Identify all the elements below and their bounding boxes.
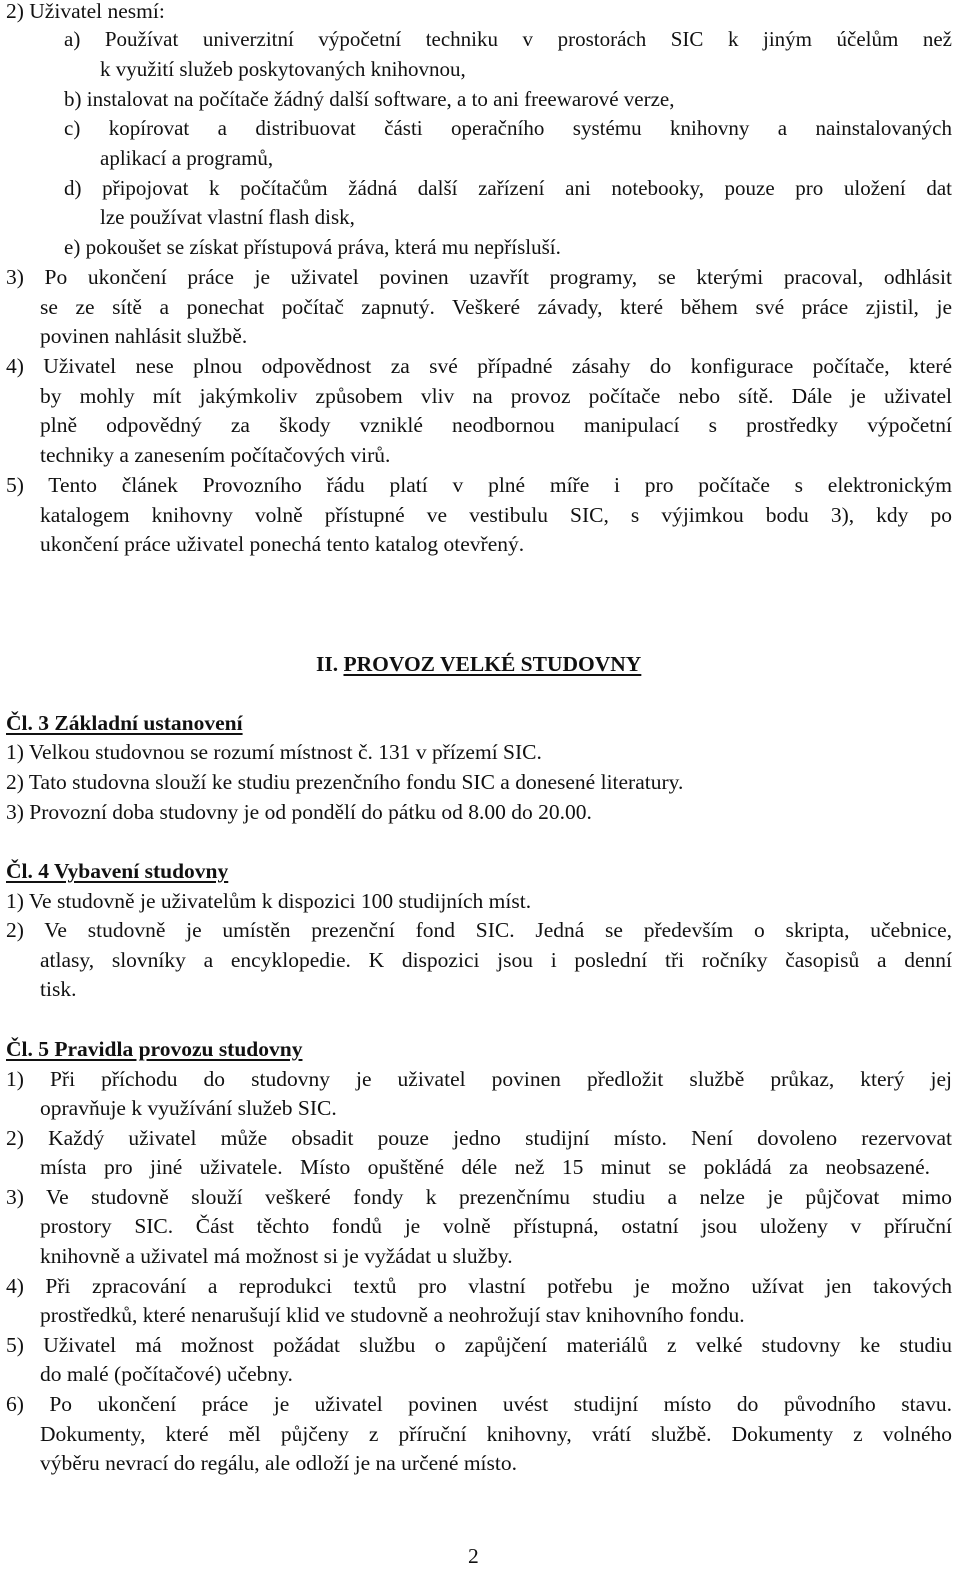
text-line: k využití služeb poskytovaných knihovnou, — [100, 57, 466, 81]
text-line: opravňuje k využívání služeb SIC. — [40, 1096, 337, 1120]
list-item-a: a) Používat univerzitní výpočetní techniku v prostorách SIC k jiným účelům než — [64, 27, 952, 51]
text-line: 2) Uživatel nesmí: — [6, 0, 165, 23]
text-line: katalogem knihovny volně přístupné ve vestibulu SIC, s výjimkou bodu 3), kdy po — [40, 503, 952, 527]
text-line: 1) Ve studovně je uživatelům k dispozici 100 studijních míst. — [6, 889, 532, 913]
list-item-b: b) instalovat na počítače žádný další software, a to ani freewarové verze, — [64, 87, 675, 111]
text-line: do malé (počítačové) učebny. — [40, 1362, 293, 1386]
text-line: 3) Po ukončení práce je uživatel povinen uzavřít programy, se kterými pracoval, odhlásit — [6, 265, 952, 289]
text-line: 3) Provozní doba studovny je od pondělí do pátku od 8.00 do 20.00. — [6, 800, 592, 824]
text-line: 3) Ve studovně slouží veškeré fondy k prezenčnímu studiu a nelze je půjčovat mimo — [6, 1185, 952, 1209]
page-number: 2 — [468, 1544, 479, 1568]
text-line: prostory SIC. Část těchto fondů je volně přístupná, ostatní jsou uloženy v příruční — [40, 1214, 952, 1238]
text-line: prostředků, které nenarušují klid ve studovně a neohrožují stav knihovního fondu. — [40, 1303, 745, 1327]
text-line: techniky a zanesením počítačových virů. — [40, 443, 391, 467]
text-line: 2) Tato studovna slouží ke studiu prezenčního fondu SIC a donesené literatury. — [6, 770, 684, 794]
text-line: se ze sítě a ponechat počítač zapnutý. Veškeré závady, které během své práce zjistil, je — [40, 295, 952, 319]
text-line: 4) Při zpracování a reprodukci textů pro vlastní potřebu je možno užívat jen takových — [6, 1274, 952, 1298]
text-line: Dokumenty, které měl půjčeny z příruční knihovny, vrátí službě. Dokumenty z volného — [40, 1422, 952, 1446]
part-title-text: PROVOZ VELKÉ STUDOVNY — [343, 652, 642, 676]
text-line: 4) Uživatel nese plnou odpovědnost za své případné zásahy do konfigurace počítače, které — [6, 354, 952, 378]
text-line: atlasy, slovníky a encyklopedie. K dispozici jsou i poslední tři ročníky časopisů a denní — [40, 948, 952, 972]
text-line: ukončení práce uživatel ponechá tento katalog otevřený. — [40, 532, 525, 556]
list-item-d: d) připojovat k počítačům žádná další zařízení ani notebooky, pouze pro uložení dat — [64, 176, 952, 200]
text-line: knihovně a uživatel má možnost si je vyžádat u služby. — [40, 1244, 513, 1268]
text-line: 5) Tento článek Provozního řádu platí v plné míře i pro počítače s elektronickým — [6, 473, 952, 497]
text-line: místa pro jiné uživatele. Místo opuštěné déle než 15 minut se pokládá za neobsazené. — [40, 1155, 930, 1179]
article-4-heading: Čl. 4 Vybavení studovny — [6, 859, 229, 883]
text-line: by mohly mít jakýmkoliv způsobem vliv na provoz počítače nebo sítě. Dále je uživatel — [40, 384, 952, 408]
list-item-e: e) pokoušet se získat přístupová práva, která mu nepřísluší. — [64, 235, 561, 259]
text-line: výběru nevrací do regálu, ale odloží je na určené místo. — [40, 1451, 517, 1475]
text-line: 6) Po ukončení práce je uživatel povinen uvést studijní místo do původního stavu. — [6, 1392, 952, 1416]
article-3-heading: Čl. 3 Základní ustanovení — [6, 711, 243, 735]
text-line: 1) Při příchodu do studovny je uživatel povinen předložit službě průkaz, který jej — [6, 1067, 952, 1091]
text-line: aplikací a programů, — [100, 146, 274, 170]
article-5-heading: Čl. 5 Pravidla provozu studovny — [6, 1037, 303, 1061]
part-title — [316, 651, 641, 677]
text-line: povinen nahlásit službě. — [40, 324, 248, 348]
text-line: 2) Ve studovně je umístěn prezenční fond SIC. Jedná se především o skripta, učebnice, — [6, 918, 952, 942]
text-line: 5) Uživatel má možnost požádat službu o zapůjčení materiálů z velké studovny ke studiu — [6, 1333, 952, 1357]
text-line: plně odpovědný za škody vzniklé neodbornou manipulací s prostředky výpočetní — [40, 413, 952, 437]
text-line: lze používat vlastní flash disk, — [100, 205, 355, 229]
text-line: 1) Velkou studovnou se rozumí místnost č. 131 v přízemí SIC. — [6, 740, 542, 764]
text-line: 2) Každý uživatel může obsadit pouze jedno studijní místo. Není dovoleno rezervovat — [6, 1126, 952, 1150]
part-numeral: II. — [316, 652, 339, 676]
text-line: tisk. — [40, 977, 77, 1001]
list-item-c: c) kopírovat a distribuovat části operačního systému knihovny a nainstalovaných — [64, 116, 952, 140]
